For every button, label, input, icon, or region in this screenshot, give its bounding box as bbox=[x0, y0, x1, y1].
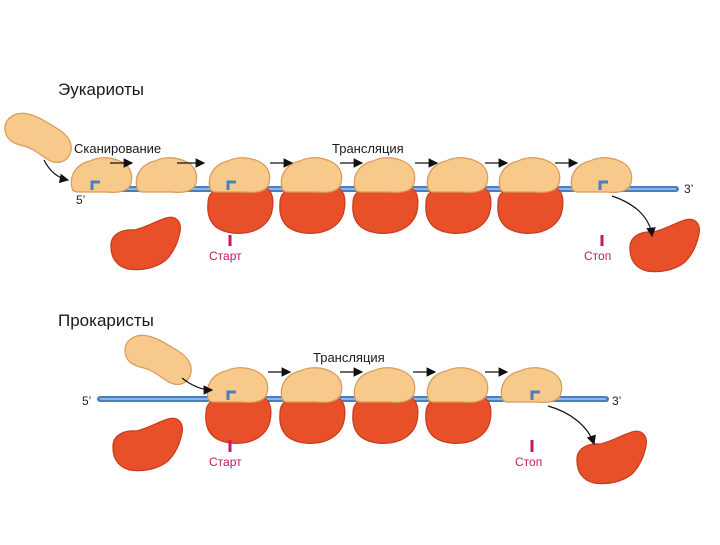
free-small-subunit bbox=[125, 335, 191, 384]
stop-label: Стоп bbox=[515, 455, 543, 469]
start-label: Старт bbox=[209, 249, 242, 263]
prokaryotes-title: Прокаристы bbox=[58, 311, 154, 330]
translation-label: Трансляция bbox=[332, 141, 404, 156]
ribosome-large-subunit bbox=[353, 398, 418, 444]
ribosome-small-subunit bbox=[209, 158, 269, 193]
three-prime-label: 3’ bbox=[612, 394, 622, 408]
ribosome-small-subunit bbox=[427, 368, 487, 403]
ribosome-large-subunit bbox=[498, 188, 563, 234]
ribosome-large-subunit bbox=[353, 188, 418, 234]
eukaryotes-title: Эукариоты bbox=[58, 80, 145, 99]
eukaryote-panel bbox=[5, 113, 699, 271]
three-prime-label: 3’ bbox=[684, 182, 694, 196]
ribosome-small-subunit bbox=[354, 368, 414, 403]
scanning-label: Сканирование bbox=[74, 141, 162, 156]
ribosome-small-subunit bbox=[207, 368, 267, 403]
released-large-subunit bbox=[630, 219, 699, 271]
free-large-subunit bbox=[113, 418, 182, 470]
free-small-subunit bbox=[5, 113, 71, 162]
stop-label: Стоп bbox=[584, 249, 612, 263]
five-prime-label: 5’ bbox=[82, 394, 92, 408]
ribosome-small-subunit bbox=[354, 158, 414, 193]
ribosome-large-subunit bbox=[426, 398, 491, 444]
ribosome-small-subunit bbox=[281, 368, 341, 403]
terminating-small-subunit bbox=[571, 158, 631, 193]
ribosome-large-subunit bbox=[426, 188, 491, 234]
ribosome-large-subunit bbox=[280, 398, 345, 444]
ribosome-large-subunit bbox=[206, 398, 271, 444]
free-large-subunit bbox=[111, 217, 180, 269]
five-prime-label: 5’ bbox=[76, 193, 86, 207]
ribosome-small-subunit bbox=[499, 158, 559, 193]
released-large-subunit bbox=[577, 431, 646, 483]
translation-label: Трансляция bbox=[313, 350, 385, 365]
ribosome-large-subunit bbox=[208, 188, 273, 234]
ribosome-large-subunit bbox=[280, 188, 345, 234]
release-arrow bbox=[548, 406, 594, 444]
start-label: Старт bbox=[209, 455, 242, 469]
release-arrow bbox=[612, 196, 652, 236]
